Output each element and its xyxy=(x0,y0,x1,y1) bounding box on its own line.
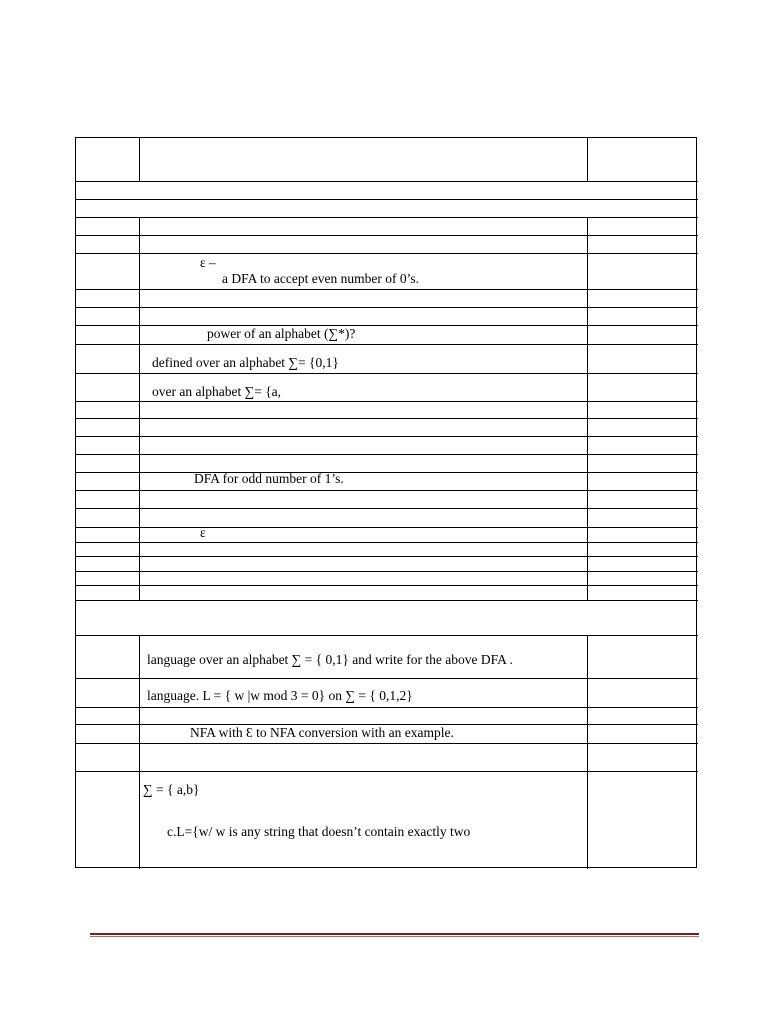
table-column-divider xyxy=(587,635,588,869)
table-row-divider xyxy=(76,199,698,200)
table-column-divider xyxy=(587,138,588,181)
table-row-divider xyxy=(76,743,698,744)
table-row-divider xyxy=(76,472,698,473)
table-row-divider xyxy=(76,325,698,326)
table-row-divider xyxy=(76,454,698,455)
table-row-divider xyxy=(76,707,698,708)
table-row-divider xyxy=(76,401,698,402)
table-row-divider xyxy=(76,289,698,290)
question-text: ε – xyxy=(200,255,216,270)
question-text: NFA with Ɛ to NFA conversion with an example. xyxy=(190,725,454,740)
footer-rule xyxy=(90,933,699,937)
table-column-divider xyxy=(139,635,140,869)
question-text: defined over an alphabet ∑= {0,1} xyxy=(152,355,339,370)
table-column-divider xyxy=(587,217,588,600)
table-row-divider xyxy=(76,235,698,236)
table-row-divider xyxy=(76,571,698,572)
table-row-divider xyxy=(76,678,698,679)
question-text: language. L = { w |w mod 3 = 0} on ∑ = { 0,1,2} xyxy=(147,688,413,703)
table-row-divider xyxy=(76,585,698,586)
question-text: DFA for odd number of 1’s. xyxy=(194,471,344,486)
table-row-divider xyxy=(76,490,698,491)
table-row-divider xyxy=(76,542,698,543)
table-row-divider xyxy=(76,217,698,218)
footer-rule-light xyxy=(90,936,699,937)
table-column-divider xyxy=(139,217,140,600)
table-row-divider xyxy=(76,508,698,509)
table-column-divider xyxy=(139,138,140,181)
question-text: power of an alphabet (∑*)? xyxy=(207,326,356,341)
question-table xyxy=(75,137,697,868)
table-row-divider xyxy=(76,771,698,772)
table-row-divider xyxy=(76,418,698,419)
table-row-divider xyxy=(76,307,698,308)
question-text: over an alphabet ∑= {a, xyxy=(152,384,282,399)
table-row-divider xyxy=(76,635,698,636)
table-row-divider xyxy=(76,373,698,374)
question-text: language over an alphabet ∑ = { 0,1} and write for the above DFA . xyxy=(147,652,513,667)
table-row-divider xyxy=(76,181,698,182)
question-text: a DFA to accept even number of 0’s. xyxy=(222,271,419,286)
question-text: ε xyxy=(200,525,206,540)
question-text: c.L={w/ w is any string that doesn’t contain exactly two xyxy=(167,824,471,839)
table-row-divider xyxy=(76,436,698,437)
table-row-divider xyxy=(76,556,698,557)
question-text: ∑ = { a,b} xyxy=(143,782,200,797)
footer-rule-dark xyxy=(90,933,699,935)
table-row-divider xyxy=(76,600,698,601)
table-row-divider xyxy=(76,527,698,528)
table-row-divider xyxy=(76,253,698,254)
table-row-divider xyxy=(76,344,698,345)
